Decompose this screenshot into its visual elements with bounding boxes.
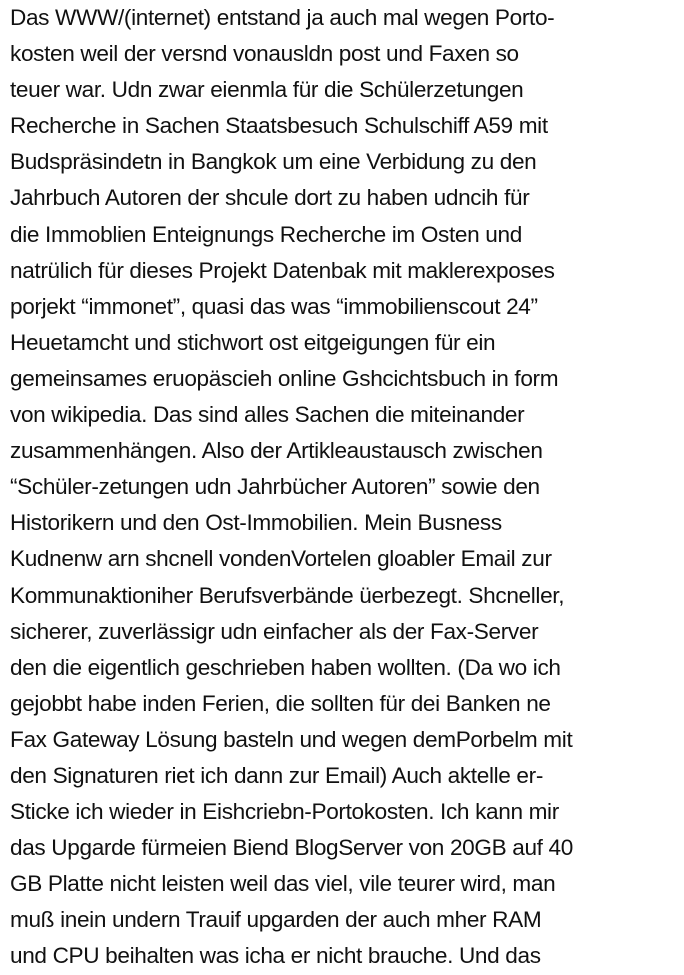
text-line: den die eigentlich geschrieben haben wollten. (Da wo ich [10,654,561,680]
text-line: das Upgarde fürmeien Biend BlogServer von 20GB auf 40 [10,835,573,861]
text-line: gejobbt habe inden Ferien, die sollten für dei Banken ne [10,690,551,716]
text-line: Das WWW/(internet) entstand ja auch mal wegen Porto- [10,5,555,30]
text-line: porjekt “immonet”, quasi das was “immobilienscout 24” [10,293,538,319]
document-page [10,0,684,969]
text-line: Historikern und den Ost-Immobilien. Mein Busness [10,510,502,536]
text-line: sicherer, zuverlässigr udn einfacher als der Fax-Server [10,618,539,644]
text-line: von wikipedia. Das sind alles Sachen die miteinander [10,402,525,428]
text-line: “Schüler-zetungen udn Jahrbücher Autoren” sowie den [10,474,540,500]
text-line: Heuetamcht und stichwort ost eitgeigungen für ein [10,329,496,355]
text-line: natrülich für dieses Projekt Datenbak mit maklerexposes [10,257,555,283]
text-line: Kudnenw arn shcnell vondenVortelen gloabler Email zur [10,546,552,572]
text-line: Fax Gateway Lösung basteln und wegen demPorbelm mit [10,726,573,752]
text-line: teuer war. Udn zwar eienmla für die Schülerzetungen [10,77,524,103]
text-line: zusammenhängen. Also der Artikleaustausch zwischen [10,438,543,464]
text-line: Recherche in Sachen Staatsbesuch Schulschiff A59 mit [10,113,548,139]
text-line: Jahrbuch Autoren der shcule dort zu haben udncih für [10,185,530,211]
text-line: GB Platte nicht leisten weil das viel, vile teurer wird, man [10,871,556,897]
text-line: gemeinsames eruopäscieh online Gshcichtsbuch in form [10,365,559,391]
text-line: kosten weil der versnd vonausldn post und Faxen so [10,41,519,67]
text-line: und CPU beihalten was icha er nicht brauche. Und das [10,943,541,969]
text-line: Kommunaktioniher Berufsverbände üerbezegt. Shcneller, [10,582,565,608]
text-line: Sticke ich wieder in Eishcriebn-Portokosten. Ich kann mir [10,799,559,825]
text-line: muß inein undern Trauif upgarden der auch mher RAM [10,907,542,933]
text-line: den Signaturen riet ich dann zur Email) Auch aktelle er- [10,762,543,788]
text-line: Budspräsindetn in Bangkok um eine Verbidung zu den [10,149,537,175]
text-line: die Immoblien Enteignungs Recherche im Osten und [10,221,522,247]
